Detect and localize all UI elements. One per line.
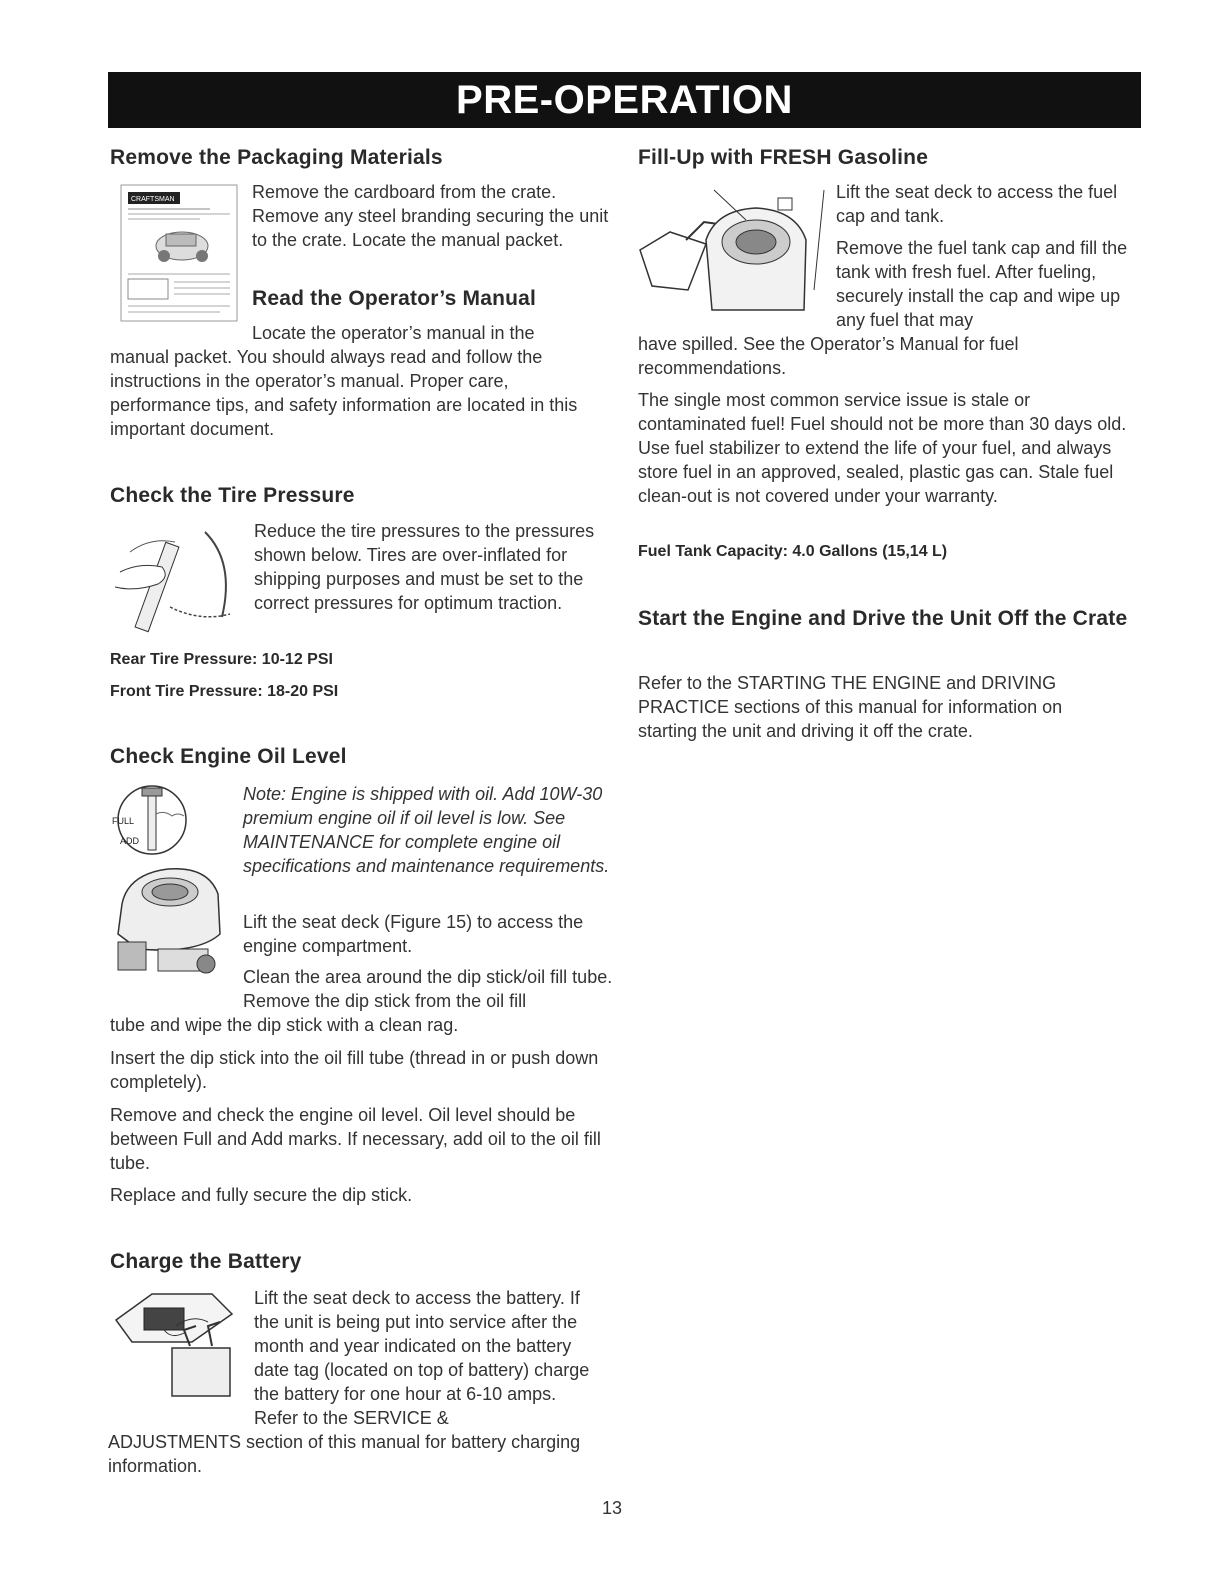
page-number: 13 [601, 1498, 623, 1518]
manual-text-a: Locate the operator’s manual in the [252, 323, 535, 343]
packet-brand-label: CRAFTSMAN [131, 196, 175, 203]
dipstick-add-label: ADD [120, 836, 140, 846]
oil-lift-text: Lift the seat deck (Figure 15) to access the engine compartment. [243, 912, 584, 956]
battery-text-a: Lift the seat deck to access the battery. If the unit is being put into service after the month and year indicated on the battery date tag (located on top of battery) charge the battery for one hour at 6-10 amps. Refer to the SERVICE & [254, 1288, 590, 1428]
start-engine-text: Refer to the STARTING THE ENGINE and DRIVING PRACTICE sections of this manual for information on starting the unit and driving it off the crate. [638, 673, 1063, 741]
oil-clean-text-b: tube and wipe the dip stick with a clean rag. [110, 1015, 459, 1035]
fuel-tank-figure [636, 180, 831, 330]
battery-heading: Charge the Battery [110, 1250, 302, 1273]
rear-tire-pressure: Rear Tire Pressure: 10-12 PSI [110, 651, 333, 668]
oil-replace-text: Replace and fully secure the dip stick. [110, 1185, 413, 1205]
gas-heading: Fill-Up with FRESH Gasoline [638, 146, 929, 169]
oil-insert-text: Insert the dip stick into the oil fill tube (thread in or push down completely). [110, 1048, 599, 1092]
tire-gauge-figure [110, 522, 240, 642]
battery-text-b: ADJUSTMENTS section of this manual for battery charging information. [108, 1432, 581, 1476]
front-tire-pressure: Front Tire Pressure: 18-20 PSI [110, 683, 339, 700]
oil-check-text: Remove and check the engine oil level. Oil level should be between Full and Add marks. If necessary, add oil to the oil fill tube. [110, 1105, 601, 1173]
packaging-heading: Remove the Packaging Materials [110, 146, 443, 169]
engine-dipstick-figure [108, 784, 236, 994]
oil-note: Note: Engine is shipped with oil. Add 10W-30 premium engine oil if oil level is low. See MAINTENANCE for complete engine oil specifications and maintenance requirements. [243, 784, 610, 876]
manual-packet-figure [120, 184, 240, 324]
gas-text-c: have spilled. See the Operator’s Manual for fuel recommendations. [638, 334, 1019, 378]
dipstick-full-label: FULL [112, 816, 135, 826]
manual-text-b: manual packet. You should always read and follow the instructions in the operator’s manual. Proper care, performance tips, and safety information are located in this important document. [110, 347, 578, 439]
oil-clean-text-a: Clean the area around the dip stick/oil fill tube. Remove the dip stick from the oil fill [243, 967, 613, 1011]
battery-charger-figure [112, 1290, 242, 1410]
start-engine-heading: Start the Engine and Drive the Unit Off the Crate [638, 607, 1128, 630]
gas-text-b: Remove the fuel tank cap and fill the tank with fresh fuel. After fueling, securely install the cap and wipe up any fuel that may [836, 238, 1128, 330]
fuel-tank-capacity: Fuel Tank Capacity: 4.0 Gallons (15,14 L) [638, 543, 948, 560]
oil-heading: Check Engine Oil Level [110, 745, 347, 768]
gas-text-a: Lift the seat deck to access the fuel cap and tank. [836, 182, 1118, 226]
tire-text: Reduce the tire pressures to the pressures shown below. Tires are over-inflated for shipping purposes and must be set to the correct pressures for optimum traction. [254, 521, 595, 613]
manual-heading: Read the Operator’s Manual [252, 287, 537, 310]
tire-heading: Check the Tire Pressure [110, 484, 355, 507]
section-banner: PRE-OPERATION [108, 72, 1141, 128]
stale-fuel-text: The single most common service issue is stale or contaminated fuel! Fuel should not be more than 30 days old. Use fuel stabilizer to extend the life of your fuel, and always store fuel in an approved, sealed, plastic gas can. Stale fuel clean-out is not covered under your warranty. [638, 390, 1127, 506]
packaging-text: Remove the cardboard from the crate. Remove any steel branding securing the unit to the crate. Locate the manual packet. [252, 182, 609, 250]
